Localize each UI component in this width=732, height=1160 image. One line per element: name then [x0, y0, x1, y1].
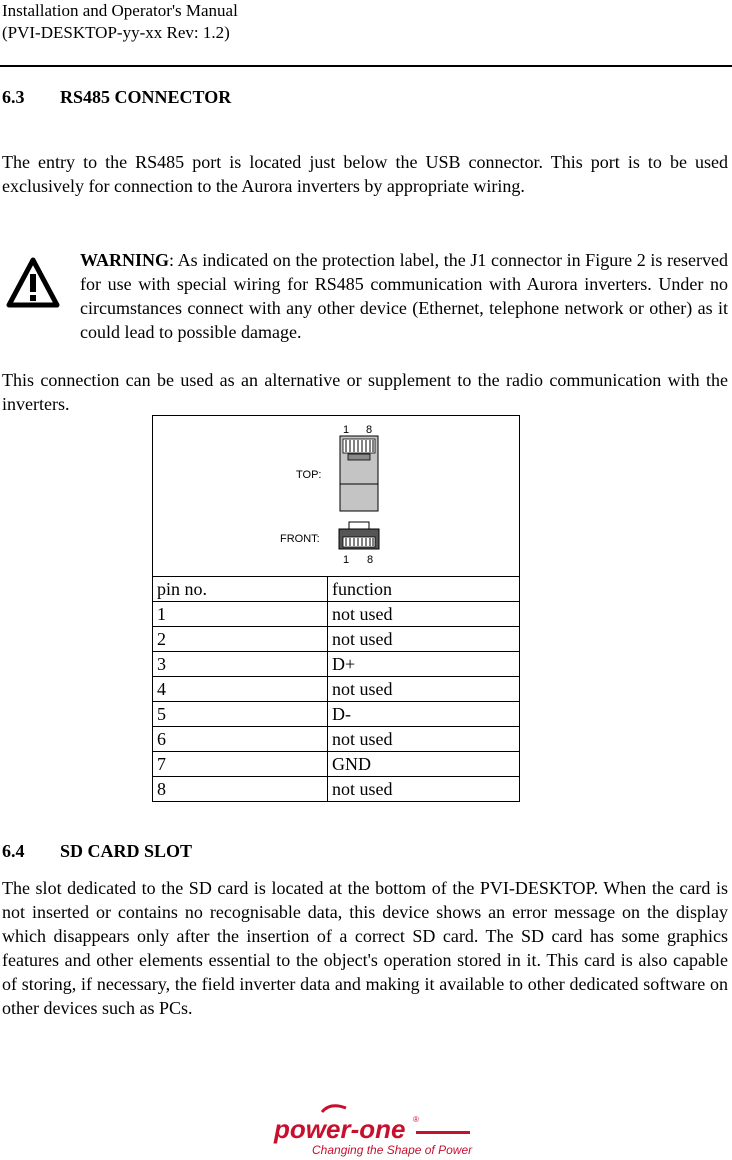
warning-triangle-icon [5, 255, 61, 311]
logo-brand-text: power-one [274, 1114, 406, 1144]
pin-number: 4 [153, 677, 328, 702]
sd-card-paragraph: The slot dedicated to the SD card is located at the bottom of the PVI-DESKTOP. When the card is not inserted or contains no recognisable data, this device shows an error message on the display which disappears only after the insertion of a correct SD card. The SD card has some graphics features and other elements essential to the object's operation stored in it. This card is also capable of storing, if necessary, the field inverter data and making it available to other dedicated software on other devices such as PCs. [2, 878, 728, 1018]
pin-number: 5 [153, 702, 328, 727]
rs485-pinout-table [152, 415, 520, 802]
pin-function: GND [328, 752, 520, 777]
document-header [2, 0, 238, 44]
pin-number: 2 [153, 627, 328, 652]
pin-number: 1 [153, 602, 328, 627]
header-function: function [328, 577, 520, 602]
warning-label: WARNING [80, 250, 170, 270]
section-number: 6.3 [2, 87, 25, 107]
logo-tagline: Changing the Shape of Power [312, 1143, 473, 1157]
logo-underline [416, 1131, 470, 1134]
radio-alternative-paragraph: This connection can be used as an alternative or supplement to the radio communication with the inverters. [2, 370, 728, 414]
front-view-label: FRONT: [280, 533, 320, 545]
header-divider [0, 65, 732, 67]
connector-figure-cell [153, 416, 520, 577]
warning-text: : As indicated on the protection label, the J1 connector in Figure 2 is reserved for use with special wiring for RS485 communication with Aurora inverters. Under no circumstances connect with any other device (Ethernet, telephone network or other) as it could lead to possible damage. [80, 250, 728, 342]
section-number: 6.4 [2, 841, 25, 861]
pin-number: 3 [153, 652, 328, 677]
rj45-connector-diagram [153, 416, 519, 576]
header-pin-no: pin no. [153, 577, 328, 602]
pin-function: not used [328, 727, 520, 752]
pin-label-first-bottom: 1 [343, 554, 350, 566]
pin-function: not used [328, 602, 520, 627]
rs485-intro-paragraph: The entry to the RS485 port is located just below the USB connector. This port is to be used exclusively for connection to the Aurora inverters by appropriate wiring. [2, 152, 728, 196]
section-title: SD CARD SLOT [60, 841, 193, 861]
pin-function: not used [328, 677, 520, 702]
table-row [153, 602, 520, 627]
section-title: RS485 CONNECTOR [60, 87, 232, 107]
table-row [153, 627, 520, 652]
pin-number: 7 [153, 752, 328, 777]
pin-function: D+ [328, 652, 520, 677]
table-row [153, 727, 520, 752]
table-row [153, 752, 520, 777]
table-row [153, 777, 520, 802]
pin-number: 8 [153, 777, 328, 802]
power-one-logo [270, 1102, 480, 1160]
section-heading-6-3 [2, 87, 231, 108]
pin-label-last-bottom: 8 [367, 554, 374, 566]
plug-front-view [339, 522, 379, 549]
logo-swoosh [322, 1106, 346, 1112]
logo-registered-mark: ® [413, 1115, 419, 1124]
table-row [153, 677, 520, 702]
header-revision: (PVI-DESKTOP-yy-xx Rev: 1.2) [2, 23, 230, 42]
header-title: Installation and Operator's Manual [2, 1, 238, 20]
pin-function: D- [328, 702, 520, 727]
pin-label-first-top: 1 [343, 424, 350, 436]
table-row [153, 652, 520, 677]
table-row [153, 702, 520, 727]
pin-number: 6 [153, 727, 328, 752]
warning-paragraph [80, 248, 728, 344]
pin-function: not used [328, 627, 520, 652]
pin-label-last-top: 8 [366, 424, 373, 436]
pin-function: not used [328, 777, 520, 802]
section-heading-6-4 [2, 841, 192, 862]
table-header-row [153, 577, 520, 602]
plug-top-view [340, 436, 378, 511]
top-view-label: TOP: [296, 469, 322, 481]
